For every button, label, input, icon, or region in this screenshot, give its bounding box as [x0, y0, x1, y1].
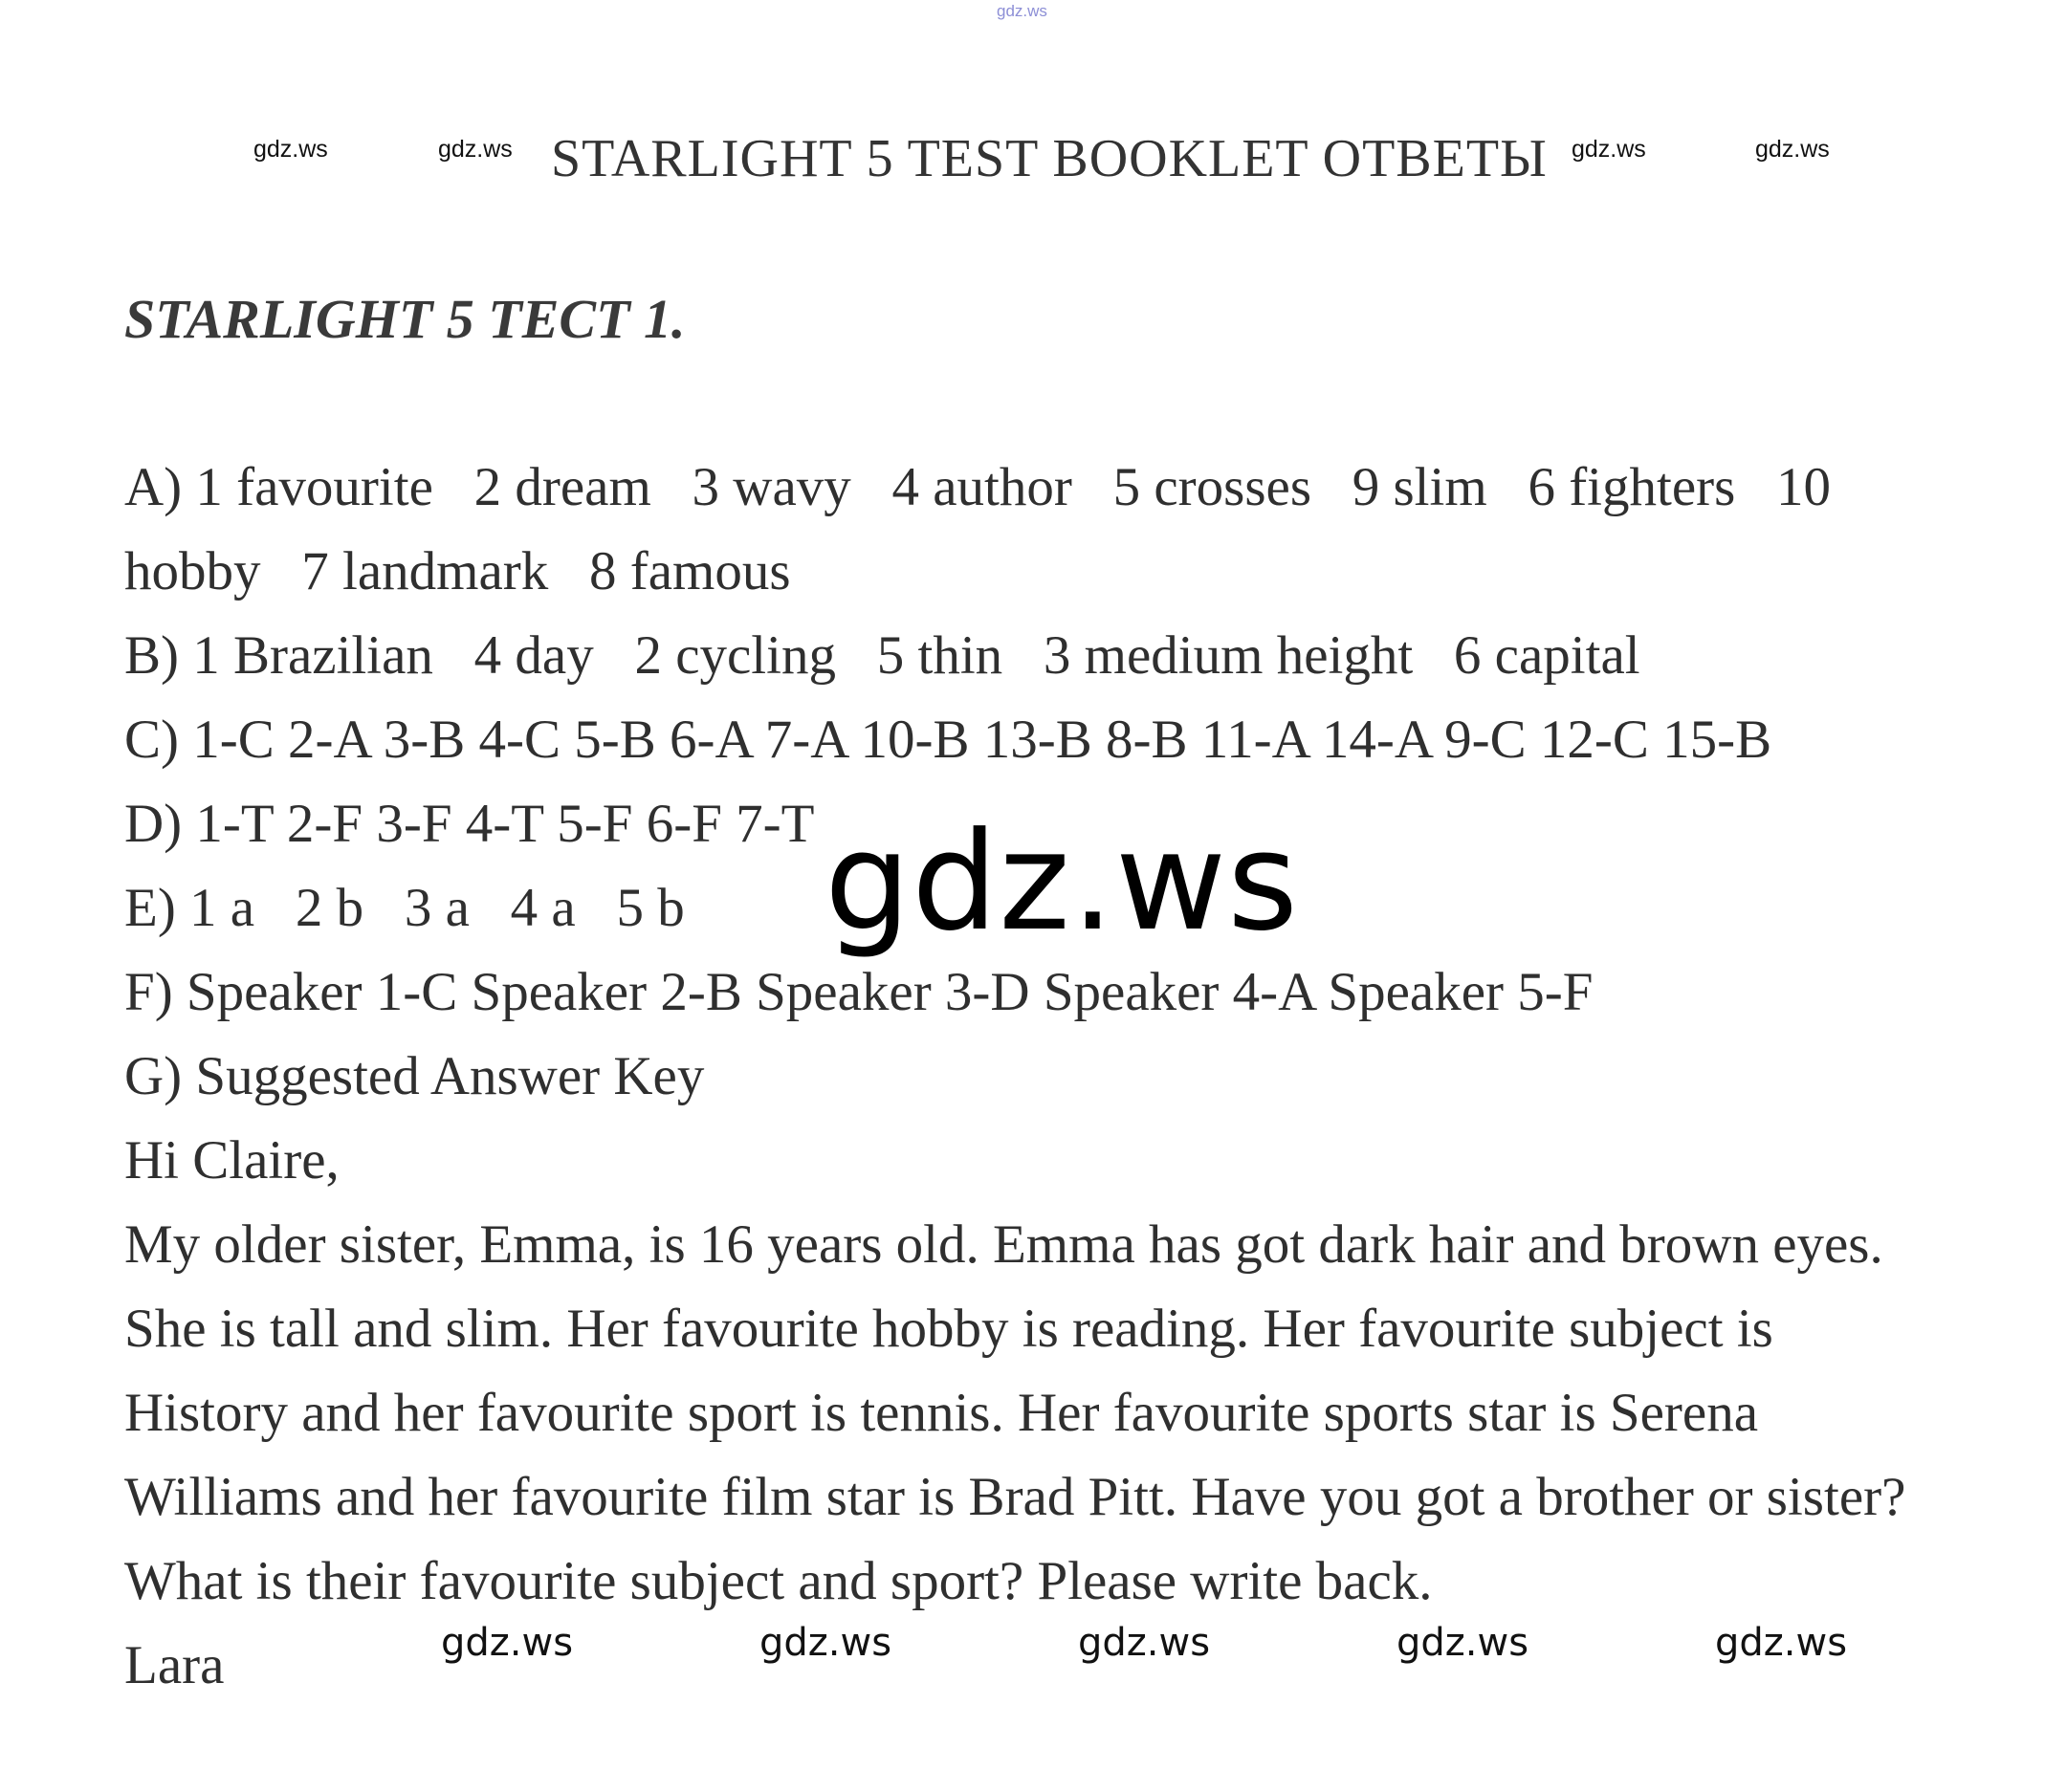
top-watermark: gdz.ws	[997, 2, 1047, 20]
answer-body	[124, 446, 2018, 1708]
answer-a-line-1: A) 1 favourite 2 dream 3 wavy 4 author 5 crosses 9 slim 6 fighters 10	[124, 457, 1832, 517]
letter-line-5: What is their favourite subject and sport? Please write back.	[124, 1551, 1433, 1611]
bottom-watermark-3: gdz.ws	[1078, 1621, 1211, 1665]
letter-line-4: Williams and her favourite film star is Brad Pitt. Have you got a brother or sister?	[124, 1467, 1906, 1527]
letter-line-3: History and her favourite sport is tennis. Her favourite sports star is Serena	[124, 1383, 1758, 1443]
answer-g: G) Suggested Answer Key	[124, 1046, 705, 1106]
answer-c: C) 1-C 2-A 3-B 4-C 5-B 6-A 7-A 10-B 13-B 8-B 11-A 14-A 9-C 12-C 15-B	[124, 710, 1772, 770]
letter-signature: Lara	[124, 1635, 225, 1695]
header-watermark-2: gdz.ws	[438, 136, 513, 163]
bottom-watermark-4: gdz.ws	[1396, 1621, 1529, 1665]
bottom-watermark-1: gdz.ws	[441, 1621, 574, 1665]
letter-line-2: She is tall and slim. Her favourite hobby is reading. Her favourite subject is	[124, 1299, 1773, 1359]
header-watermark-1: gdz.ws	[253, 136, 328, 163]
answer-b: B) 1 Brazilian 4 day 2 cycling 5 thin 3 medium height 6 capital	[124, 625, 1640, 686]
bottom-watermark-5: gdz.ws	[1715, 1621, 1848, 1665]
answer-f: F) Speaker 1-C Speaker 2-B Speaker 3-D Speaker 4-A Speaker 5-F	[124, 962, 1594, 1022]
answer-a-line-2: hobby 7 landmark 8 famous	[124, 541, 791, 601]
header-watermark-4: gdz.ws	[1755, 136, 1830, 163]
bottom-watermark-2: gdz.ws	[759, 1621, 892, 1665]
answer-d: D) 1-T 2-F 3-F 4-T 5-F 6-F 7-T	[124, 794, 815, 854]
center-watermark: gdz.ws	[825, 803, 1300, 961]
header-watermark-3: gdz.ws	[1572, 136, 1646, 163]
section-title: STARLIGHT 5 ТЕСТ 1.	[124, 288, 686, 350]
answer-e: E) 1 a 2 b 3 a 4 a 5 b	[124, 878, 685, 938]
letter-greeting: Hi Claire,	[124, 1130, 340, 1191]
letter-line-1: My older sister, Emma, is 16 years old. Emma has got dark hair and brown eyes.	[124, 1214, 1883, 1275]
page-title: STARLIGHT 5 TEST BOOKLET ОТВЕТЫ	[551, 129, 1548, 188]
